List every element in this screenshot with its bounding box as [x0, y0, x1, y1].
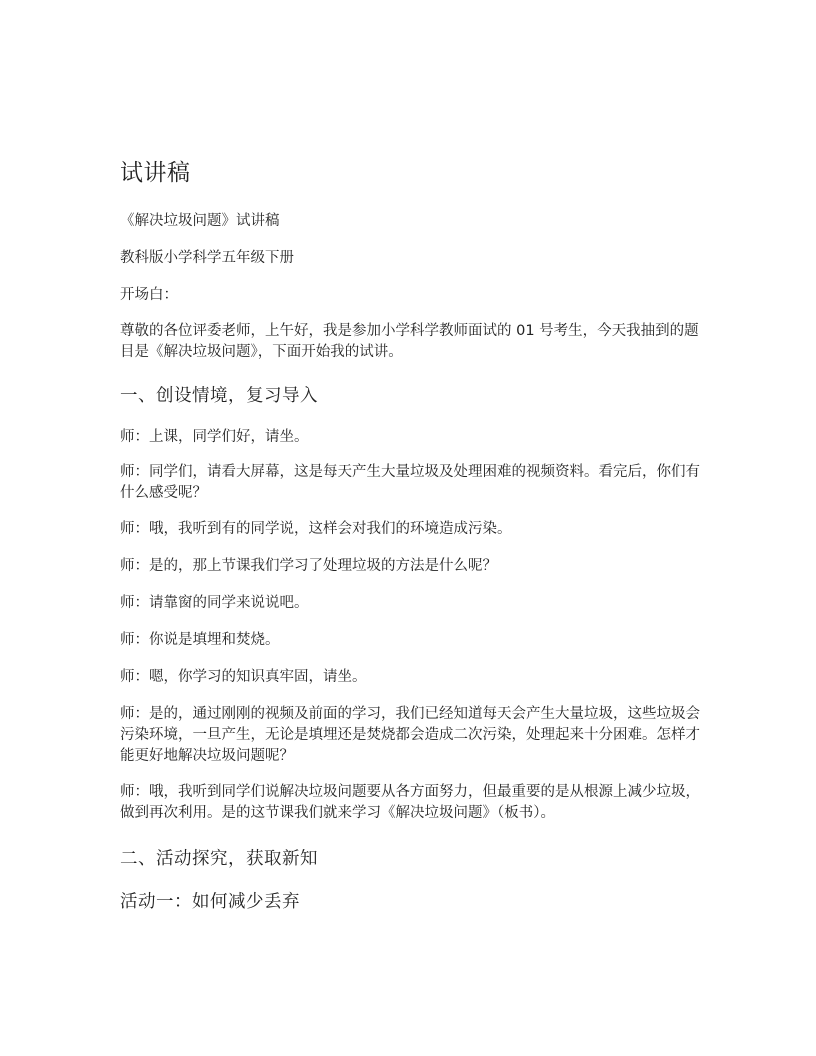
opening-label: 开场白：: [120, 287, 178, 303]
dialogue-line: 师：请靠窗的同学来说说吧。: [120, 595, 309, 611]
dialogue-line: 师：哦，我听到同学们说解决垃圾问题要从各方面努力，但最重要的是从根源上减少垃圾，做到再次利用。是的这节课我们就来学习《解决垃圾问题》（板书）。: [120, 784, 700, 821]
section-heading-2: 二、活动探究，获取新知: [120, 849, 318, 869]
textbook-info: 教科版小学科学五年级下册: [120, 250, 294, 266]
dialogue-line: 师：你说是填埋和焚烧。: [120, 632, 280, 648]
document-title: 试讲稿: [120, 160, 191, 186]
dialogue-line: 师：同学们，请看大屏幕，这是每天产生大量垃圾及处理困难的视频资料。看完后，你们有什么感受呢？: [120, 464, 700, 501]
activity-heading-1: 活动一：如何减少丢弃: [120, 892, 300, 912]
dialogue-line: 师：嗯，你学习的知识真牢固，请坐。: [120, 669, 367, 685]
section-heading-1: 一、创设情境，复习导入: [120, 386, 318, 406]
dialogue-line: 师：上课，同学们好，请坐。: [120, 429, 309, 445]
dialogue-line: 师：是的，那上节课我们学习了处理垃圾的方法是什么呢？: [120, 558, 497, 574]
dialogue-line: 师：是的，通过刚刚的视频及前面的学习，我们已经知道每天会产生大量垃圾，这些垃圾会污染环境，一旦产生，无论是填埋还是焚烧都会造成二次污染，处理起来十分困难。怎样才能更好地解决垃圾问题呢？: [120, 706, 700, 764]
opening-paragraph: 尊敬的各位评委老师，上午好，我是参加小学科学教师面试的 01 号考生，今天我抽到的题目是《解决垃圾问题》，下面开始我的试讲。: [120, 323, 699, 360]
lesson-subtitle: 《解决垃圾问题》试讲稿: [120, 213, 280, 229]
dialogue-line: 师：哦，我听到有的同学说，这样会对我们的环境造成污染。: [120, 521, 512, 537]
